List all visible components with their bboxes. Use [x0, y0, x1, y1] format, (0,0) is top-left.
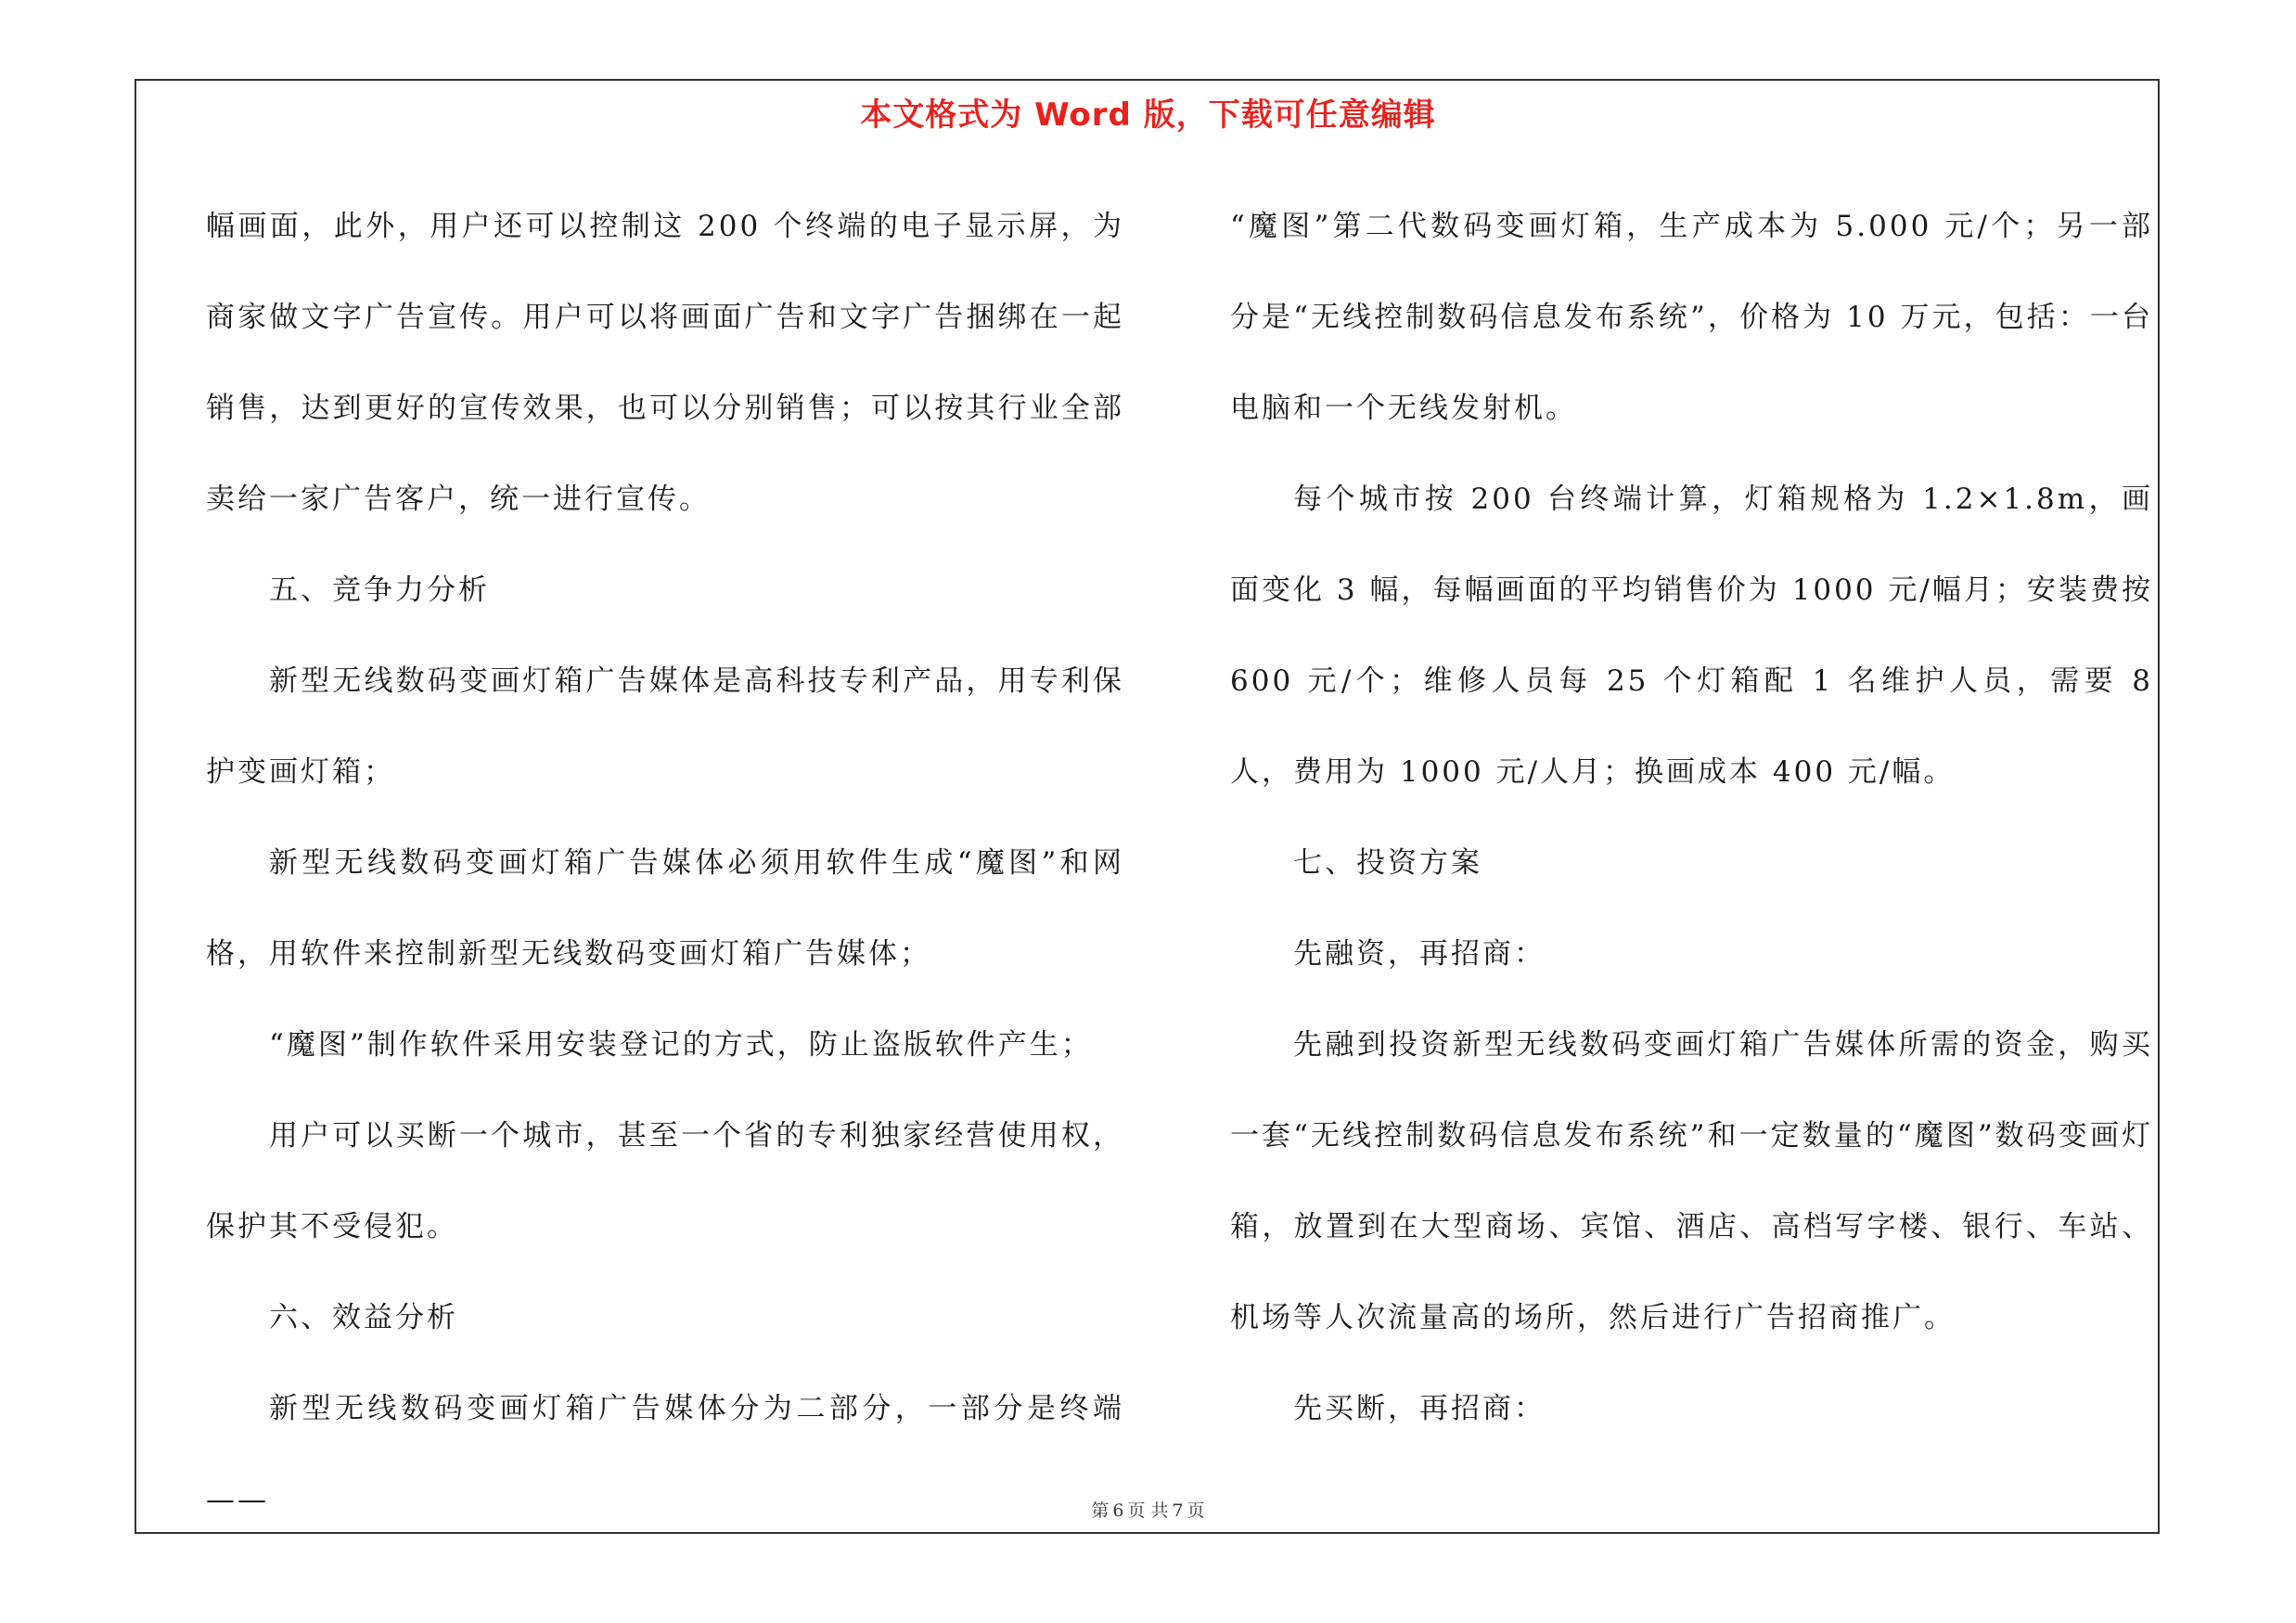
- total-pages-number: 7: [1172, 1501, 1184, 1521]
- paragraph: 新型无线数码变画灯箱广告媒体分为二部分，一部分是终端——: [206, 1392, 1124, 1516]
- paragraph: 幅画面，此外，用户还可以控制这 200 个终端的电子显示屏，为商家做文字广告宣传。用户可以将画面广告和文字广告捆绑在一起销售，达到更好的宣传效果，也可以分别销售；可以按其行业全部卖给一家广告客户，统一进行宣传。: [206, 210, 1124, 516]
- footer-suffix: 页: [1186, 1501, 1205, 1521]
- paragraph: 用户可以买断一个城市，甚至一个省的专利独家经营使用权，保护其不受侵犯。: [206, 1119, 1124, 1243]
- paragraph: 先融资，再招商：: [1293, 937, 1546, 971]
- word-format-banner: 本文格式为 Word 版，下载可任意编辑: [860, 97, 1436, 134]
- paragraph: 新型无线数码变画灯箱广告媒体必须用软件生成“魔图”和网格，用软件来控制新型无线数码变画灯箱广告媒体；: [206, 846, 1124, 971]
- left-column: [206, 181, 1124, 1545]
- paragraph: 先融到投资新型无线数码变画灯箱广告媒体所需的资金，购买一套“无线控制数码信息发布系统”和一定数量的“魔图”数码变画灯箱，放置到在大型商场、宾馆、酒店、高档写字楼、银行、车站、机场等人次流量高的场所，然后进行广告招商推广。: [1230, 1028, 2153, 1334]
- section-heading: 五、竞争力分析: [269, 573, 490, 607]
- footer-middle: 页 共: [1127, 1501, 1169, 1521]
- section-heading: 六、效益分析: [269, 1301, 458, 1334]
- paragraph: 先买断，再招商：: [1293, 1392, 1546, 1425]
- footer-prefix: 第: [1091, 1501, 1110, 1521]
- section-heading: 七、投资方案: [1293, 846, 1482, 880]
- paragraph: 新型无线数码变画灯箱广告媒体是高科技专利产品，用专利保护变画灯箱；: [206, 664, 1124, 789]
- current-page-number: 6: [1112, 1501, 1124, 1521]
- right-column: [1230, 181, 2153, 1454]
- paragraph: “魔图”第二代数码变画灯箱，生产成本为 5.000 元/个；另一部分是“无线控制数码信息发布系统”，价格为 10 万元，包括：一台电脑和一个无线发射机。: [1230, 210, 2153, 425]
- paragraph: 每个城市按 200 台终端计算，灯箱规格为 1.2×1.8m，画面变化 3 幅，每幅画面的平均销售价为 1000 元/幅月；安装费按 600 元/个；维修人员每 25 个灯箱配 1 名维护人员，需要 8 人，费用为 1000 元/人月；换画成本 400 元/幅。: [1230, 483, 2153, 789]
- paragraph: “魔图”制作软件采用安装登记的方式，防止盗版软件产生；: [269, 1028, 1093, 1062]
- page-footer: [0, 1497, 2296, 1522]
